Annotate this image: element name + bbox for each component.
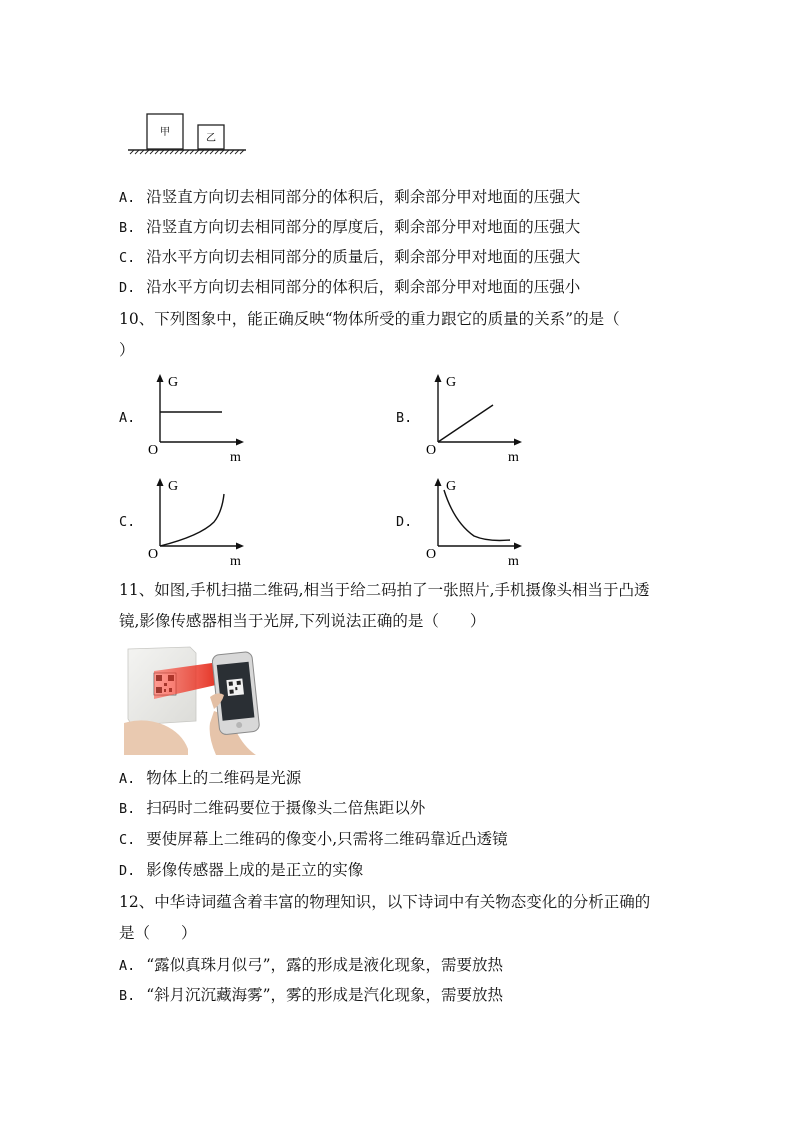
graph-b xyxy=(418,370,528,466)
q12-option-b xyxy=(119,985,503,1006)
option-text: 物体上的二维码是光源 xyxy=(146,769,302,787)
graph-a-y-label: G xyxy=(168,375,179,390)
option-text: 沿竖直方向切去相同部分的体积后，剩余部分甲对地面的压强大 xyxy=(146,188,581,206)
option-text: 扫码时二维码要位于摄像头二倍焦距以外 xyxy=(146,799,426,817)
graph-a-origin: O xyxy=(148,443,159,458)
graph-c-curve xyxy=(160,494,224,546)
option-text: 沿水平方向切去相同部分的体积后，剩余部分甲对地面的压强小 xyxy=(146,278,581,296)
option-letter: B. xyxy=(119,801,136,817)
graph-c-origin: O xyxy=(148,547,159,562)
graph-d-curve xyxy=(444,490,510,541)
graph-b-line xyxy=(438,405,493,442)
option-letter: D. xyxy=(119,280,136,296)
option-text: “露似真珠月似弓”，露的形成是液化现象，需要放热 xyxy=(146,956,504,974)
q11-option-d xyxy=(119,860,363,881)
q9-blocks-figure xyxy=(126,112,250,158)
q10-stem-line2: ） xyxy=(119,341,135,359)
graph-a-letter: A. xyxy=(119,410,136,426)
qr-scan-photo xyxy=(124,645,270,755)
q10-stem-line1: 10、下列图象中，能正确反映“物体所受的重力跟它的质量的关系”的是（ xyxy=(119,310,620,328)
q9-option-d xyxy=(119,277,580,298)
graph-d xyxy=(418,474,528,570)
graph-d-y-label: G xyxy=(446,479,457,494)
graph-c-letter: C. xyxy=(119,514,136,530)
graph-c xyxy=(140,474,250,570)
q11-stem-line2: 镜,影像传感器相当于光屏,下列说法正确的是（ ） xyxy=(119,612,486,630)
graph-a xyxy=(140,370,250,466)
block-jia-label: 甲 xyxy=(160,127,170,138)
graph-c-y-label: G xyxy=(168,479,179,494)
q9-option-a xyxy=(119,187,580,208)
graph-b-letter: B. xyxy=(396,410,413,426)
option-text: “斜月沉沉藏海雾”，雾的形成是汽化现象，需要放热 xyxy=(146,986,504,1004)
option-letter: A. xyxy=(119,958,136,974)
option-letter: C. xyxy=(119,832,136,848)
q11-option-b xyxy=(119,798,425,819)
graph-d-letter: D. xyxy=(396,514,413,530)
q12-stem-line1: 12、中华诗词蕴含着丰富的物理知识，以下诗词中有关物态变化的分析正确的 xyxy=(119,893,651,911)
q11-stem-line1: 11、如图,手机扫描二维码,相当于给二码拍了一张照片,手机摄像头相当于凸透 xyxy=(119,581,650,599)
graph-a-x-label: m xyxy=(230,450,241,465)
graph-b-x-label: m xyxy=(508,450,519,465)
smartphone xyxy=(212,651,260,735)
q11-option-c xyxy=(119,829,508,850)
option-text: 影像传感器上成的是正立的实像 xyxy=(146,861,364,879)
graph-d-origin: O xyxy=(426,547,437,562)
q11-option-a xyxy=(119,768,301,789)
option-letter: B. xyxy=(119,988,136,1004)
q9-option-c xyxy=(119,247,580,268)
graph-d-x-label: m xyxy=(508,554,519,569)
option-letter: A. xyxy=(119,190,136,206)
q12-option-a xyxy=(119,955,503,976)
q9-option-b xyxy=(119,217,580,238)
graph-b-origin: O xyxy=(426,443,437,458)
block-yi-label: 乙 xyxy=(206,133,216,144)
q12-stem-line2: 是（ ） xyxy=(119,924,197,942)
graph-c-x-label: m xyxy=(230,554,241,569)
option-text: 沿水平方向切去相同部分的质量后，剩余部分甲对地面的压强大 xyxy=(146,248,581,266)
option-letter: C. xyxy=(119,250,136,266)
option-text: 要使屏幕上二维码的像变小,只需将二维码靠近凸透镜 xyxy=(146,830,508,848)
option-text: 沿竖直方向切去相同部分的厚度后，剩余部分甲对地面的压强大 xyxy=(146,218,581,236)
option-letter: B. xyxy=(119,220,136,236)
option-letter: D. xyxy=(119,863,136,879)
option-letter: A. xyxy=(119,771,136,787)
graph-b-y-label: G xyxy=(446,375,457,390)
